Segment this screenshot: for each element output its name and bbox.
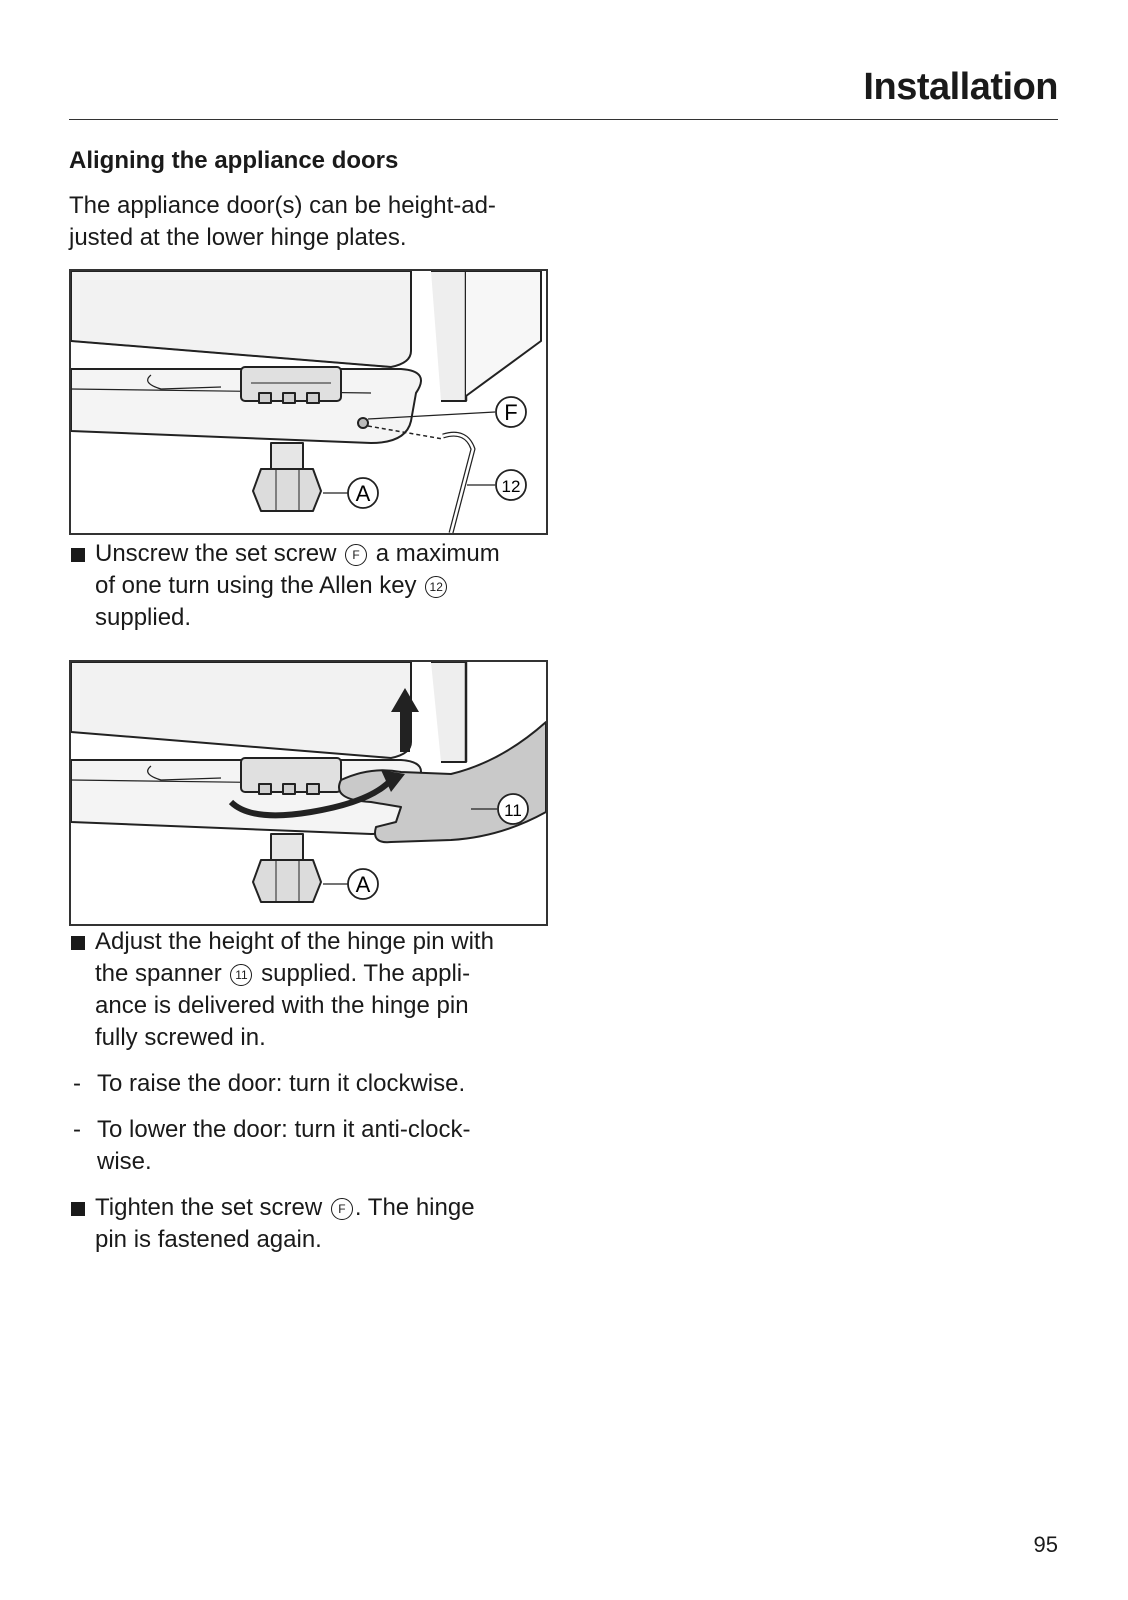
svg-text:11: 11 xyxy=(504,801,522,820)
page-header-title: Installation xyxy=(863,66,1058,108)
callout-a xyxy=(348,869,378,899)
bullet-square-icon xyxy=(71,548,85,562)
header-divider xyxy=(69,119,1058,120)
page-number: 95 xyxy=(1033,1532,1058,1557)
bullet-square-icon xyxy=(71,936,85,950)
svg-text:A: A xyxy=(355,481,371,506)
callout-spanner xyxy=(498,794,528,824)
dash-marker: - xyxy=(73,1070,81,1097)
svg-text:A: A xyxy=(355,872,371,897)
intro-paragraph: The appliance door(s) can be height-ad- justed at the lower hinge plates. xyxy=(69,192,496,251)
callout-a xyxy=(348,478,378,508)
step-unscrew-set-screw: Unscrew the set screw F a maximum of one turn using the Allen key 12 supplied. xyxy=(69,538,559,634)
ref-spanner-icon: 11 xyxy=(230,964,252,986)
substep-raise-door: - To raise the door: turn it clockwise. xyxy=(69,1068,559,1100)
bullet-square-icon xyxy=(71,1202,85,1216)
section-heading: Aligning the appliance doors xyxy=(69,147,399,174)
step-adjust-hinge-height: Adjust the height of the hinge pin with the spanner 11 supplied. The appli- ance is delivered with the hinge pin fully screwed in. xyxy=(69,926,559,1054)
ref-f-icon: F xyxy=(331,1198,353,1220)
step-tighten-set-screw: Tighten the set screw F . The hinge pin is fastened again. xyxy=(69,1192,559,1256)
figure-spanner xyxy=(69,660,548,926)
callout-allen-key xyxy=(496,470,526,500)
callout-f xyxy=(496,397,526,427)
ref-f-icon: F xyxy=(345,544,367,566)
ref-allen-key-icon: 12 xyxy=(425,576,447,598)
svg-text:12: 12 xyxy=(501,477,521,496)
substep-lower-door: - To lower the door: turn it anti-clock- wise. xyxy=(73,1116,471,1175)
svg-text:F: F xyxy=(504,400,518,425)
figure-allen-key xyxy=(69,269,548,535)
dash-marker: - xyxy=(73,1116,81,1143)
